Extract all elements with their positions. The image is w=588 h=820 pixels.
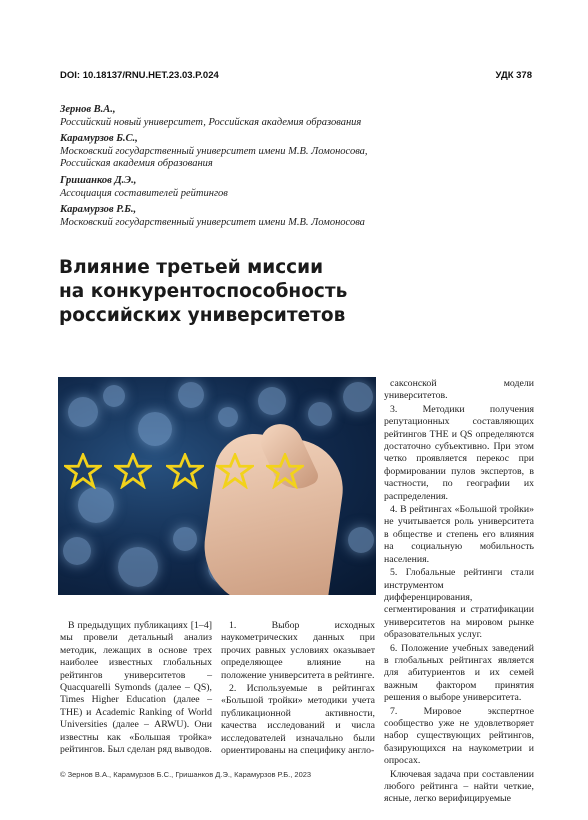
author-entry [60,104,540,129]
paragraph: 3. Методики получения репутационных составляющих рейтингов THE и QS определяются достаточно субъективно. При этом четко проявляется перекос при формировании пулов экспертов, в частности, по географии их распределения. [384,403,534,502]
copyright-footer: © Зернов В.А., Карамурзов Б.С., Гришанков Д.Э., Карамурзов Р.Б., 2023 [60,770,312,779]
title-line: российских университетов [59,305,346,326]
paragraph: 5. Глобальные рейтинги стали инструментом дифференцирования, сегментирования и стратификации университетов на мировом рынке образовательных услуг. [384,567,534,641]
title-line: на конкурентоспособность [59,281,348,302]
paragraph: 2. Используемые в рейтингах «Большой тройки» методики учета публикационной активности, качества исследований и числа исследователей изначально были ориентированы на специфику англо- [221,683,375,757]
author-affiliation: Российская академия образования [60,158,213,170]
author-affiliation: Московский государственный университет имени М.В. Ломоносова, [60,145,368,157]
author-name: Карамурзов Р.Б., [60,204,137,216]
author-affiliation: Российский новый университет, Российская академия образования [60,116,362,128]
doi: DOI: 10.18137/RNU.HET.23.03.P.024 [60,70,219,81]
author-name: Зернов В.А., [60,104,116,115]
paragraph: Ключевая задача при составлении любого рейтинга – найти четкие, ясные, легко верифицируемые [384,768,534,805]
author-entry [60,133,540,171]
star-icon [64,453,102,489]
star-icon [114,453,152,489]
paragraph: 4. В рейтингах «Большой тройки» не учитывается роль университета в обществе и степень его влияния на социальную мобильность населения. [384,504,534,565]
author-entry [60,175,540,200]
title-line: Влияние третьей миссии [59,257,324,278]
author-affiliation: Ассоциация составителей рейтингов [60,187,228,199]
star-icon [166,453,204,489]
hand-drawing-five-stars-image [58,377,376,595]
body-column-3 [384,378,534,807]
author-affiliation: Московский государственный университет имени М.В. Ломоносова [60,216,365,228]
paragraph: 7. Мировое экспертное сообщество уже не удовлетворяет набор существующих рейтингов, базирующихся на наукометрии и опросах. [384,705,534,767]
paragraph: саксонской модели университетов. [384,378,534,402]
article-title [59,256,539,328]
body-column-1 [60,620,212,756]
paragraph: В предыдущих публикациях [1–4] мы провели детальный анализ методик, лежащих в основе трех наиболее известных глобальных рейтингов университетов – Quacquarelli Symonds (далее – QS), Times Higher Education (далее – THE) и Academic Ranking of World Universities (далее – ARWU). Они известны как «Большая тройка» рейтингов. Был сделан ряд выводов. [60,620,212,756]
star-icon [216,453,254,489]
body-column-2 [221,620,375,758]
author-name: Гришанков Д.Э., [60,174,137,186]
author-entry [60,204,540,229]
author-name: Карамурзов Б.С., [60,133,138,145]
star-icon [266,453,304,489]
udk-code: УДК 378 [495,70,532,81]
paragraph: 1. Выбор исходных наукометрических данных при прочих равных условиях оказывает определяющее влияние на положение университета в рейтинге. [221,620,375,681]
paragraph: 6. Положение учебных заведений в глобальных рейтингах является для абитуриентов и их семей важным фактором принятия решения о выборе университета. [384,642,534,704]
author-list [60,104,540,233]
